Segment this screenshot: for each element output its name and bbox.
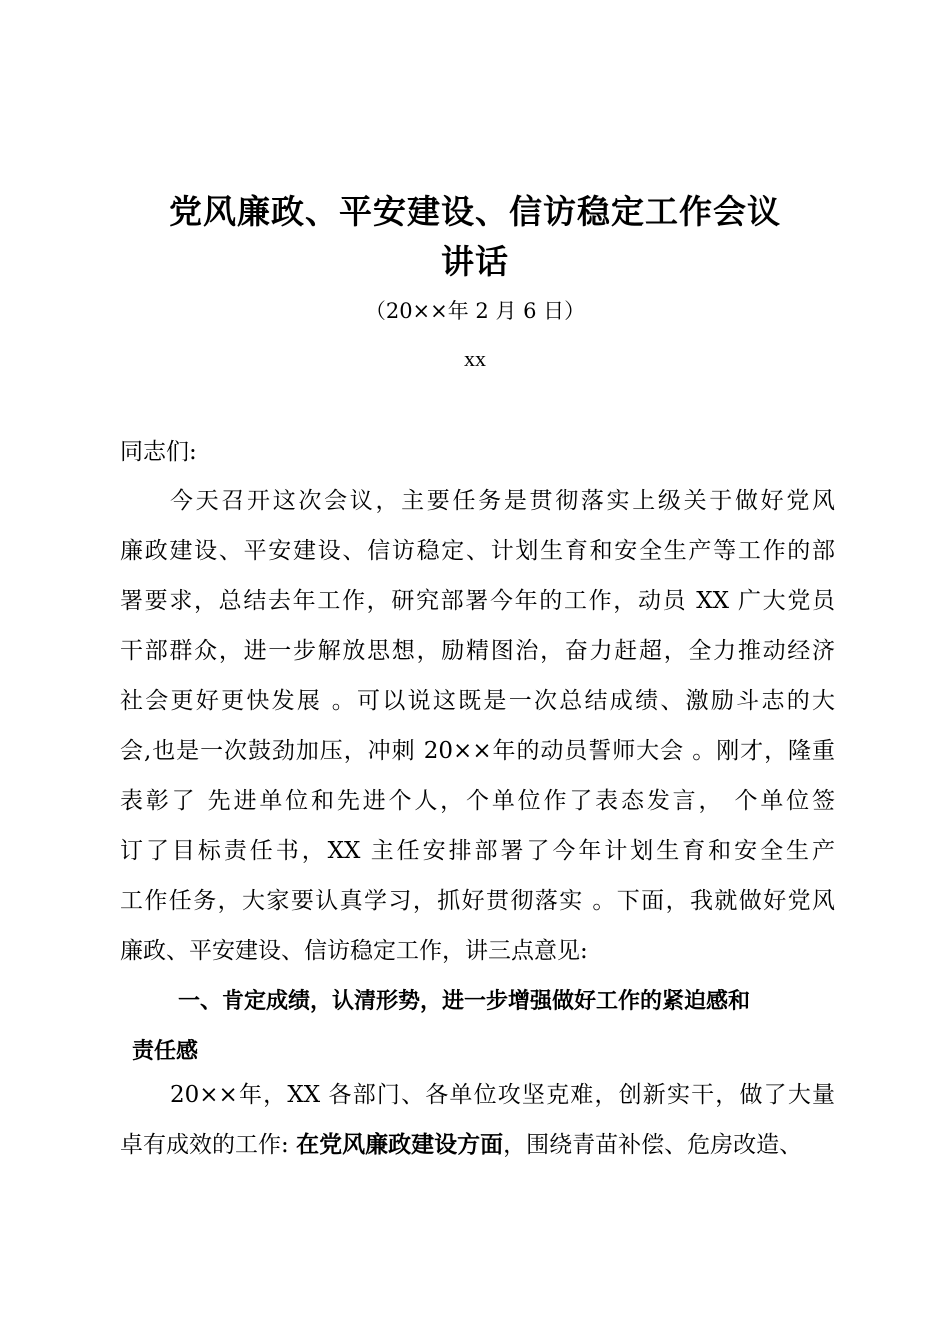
document-title-line2: 讲话 [441, 242, 509, 281]
paragraph2-bold-phrase: 在党风廉政建设方面 [296, 1131, 504, 1158]
paragraph1-line: 表彰了 先进单位和先进个人，个单位作了表态发言， 个单位签 [120, 788, 835, 814]
paragraph2-text: 卓有成效的工作: [120, 1132, 297, 1158]
paragraph1-line: 干部群众，进一步解放思想，励精图治，奋力赶超，全力推动经济 [120, 638, 835, 664]
document-date: （20××年 2 月 6 日） [364, 299, 586, 323]
paragraph1-line: 廉政、平安建设、信访稳定工作，讲三点意见: [120, 938, 588, 964]
paragraph2-text: ，围绕青苗补偿、危房改造、 [503, 1132, 803, 1158]
salutation: 同志们: [120, 439, 197, 465]
paragraph1-line: 署要求，总结去年工作，研究部署今年的工作，动员 XX 广大党员 [120, 588, 835, 614]
section-heading-line1: 一、肯定成绩，认清形势，进一步增强做好工作的紧迫感和 [178, 989, 751, 1014]
paragraph1-line: 工作任务，大家要认真学习，抓好贯彻落实 。下面，我就做好党风 [120, 888, 835, 914]
paragraph2-line [120, 1130, 845, 1160]
paragraph1-line: 社会更好更快发展 。可以说这既是一次总结成绩、激励斗志的大 [120, 688, 835, 714]
document-author: xx [464, 346, 486, 371]
paragraph1-line: 会,也是一次鼓劲加压，冲刺 20××年的动员誓师大会 。刚才，隆重 [120, 738, 835, 764]
paragraph1-line: 廉政建设、平安建设、信访稳定、计划生育和安全生产等工作的部 [120, 538, 835, 564]
paragraph1-line: 今天召开这次会议，主要任务是贯彻落实上级关于做好党风 [170, 488, 835, 514]
paragraph2-line: 20××年，XX 各部门、各单位攻坚克难，创新实干，做了大量 [170, 1082, 835, 1108]
document-title-line1: 党风廉政、平安建设、信访稳定工作会议 [169, 192, 781, 231]
section-heading-line2: 责任感 [132, 1039, 199, 1064]
paragraph1-line: 订了目标责任书，XX 主任安排部署了今年计划生育和安全生产 [120, 838, 835, 864]
